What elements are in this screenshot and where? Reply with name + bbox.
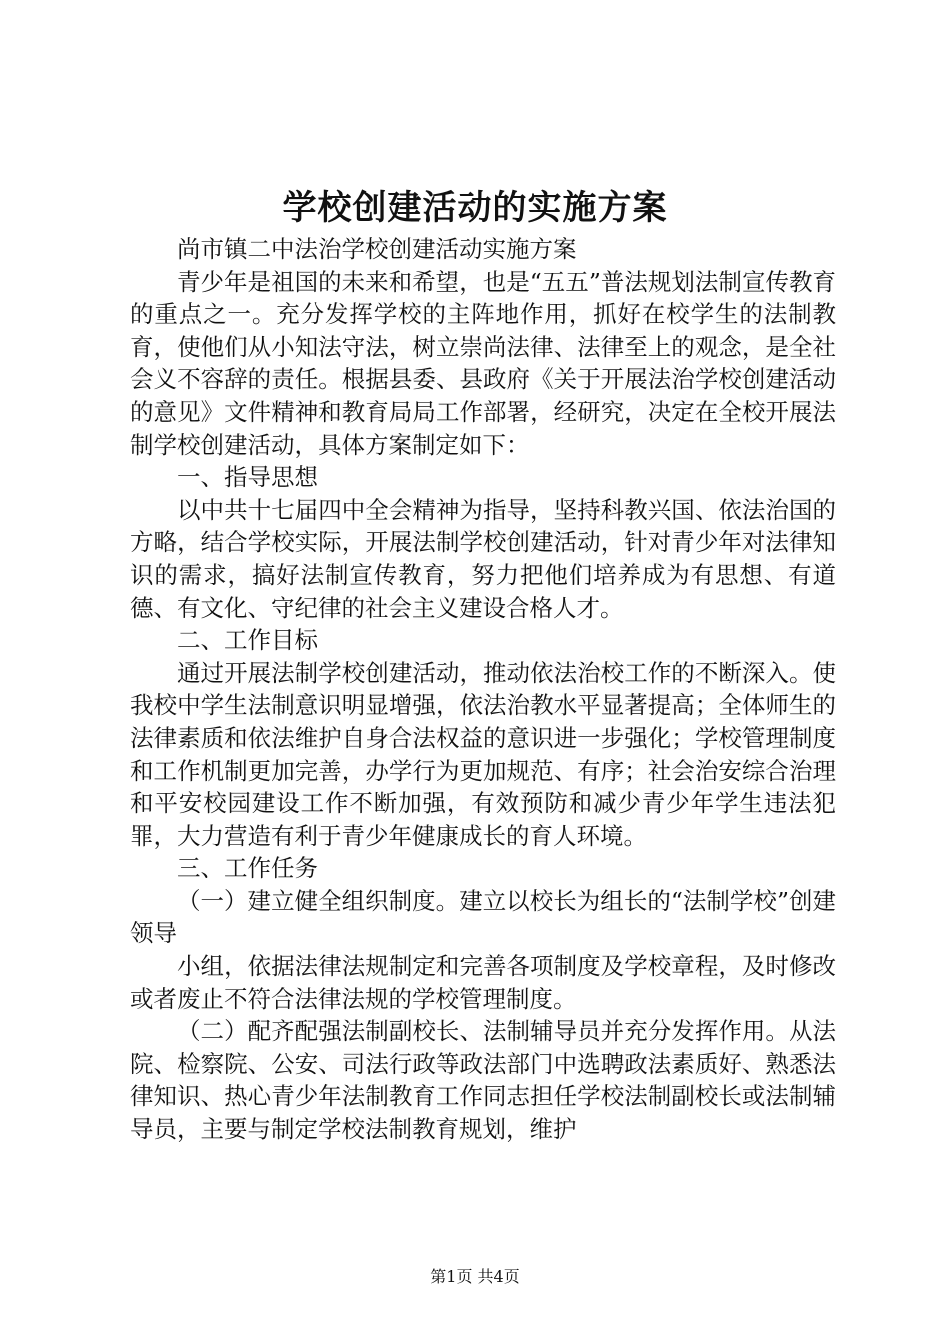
heading-work-goals: 二、工作目标 <box>177 626 318 655</box>
paragraph-task-1-body: 小组，依据法律法规制定和完善各项制度及学校章程，及时修改或者废止不符合法律法规的学校管理制度。 <box>130 952 836 1013</box>
paragraph-intro: 青少年是祖国的未来和希望，也是“五五”普法规划法制宣传教育的重点之一。充分发挥学校的主阵地作用，抓好在校学生的法制教育，使他们从小知法守法，树立崇尚法律、法律至上的观念，是全社会义不容辞的责任。根据县委、县政府《关于开展法治学校创建活动的意见》文件精神和教育局局工作部署，经研究，决定在全校开展法制学校创建活动，具体方案制定如下： <box>130 267 836 459</box>
paragraph-subtitle: 尚市镇二中法治学校创建活动实施方案 <box>177 235 577 263</box>
document-body <box>130 233 836 1146</box>
paragraph-task-1-head: （一）建立健全组织制度。建立以校长为组长的“法制学校”创建领导 <box>130 886 836 948</box>
heading-guiding-ideology: 一、指导思想 <box>177 463 318 492</box>
paragraph-work-goals: 通过开展法制学校创建活动，推动依法治校工作的不断深入。使我校中学生法制意识明显增强，依法治教水平显著提高；全体师生的法律素质和依法维护自身合法权益的意识进一步强化；学校管理制度和工作机制更加完善，办学行为更加规范、有序；社会治安综合治理和平安校园建设工作不断加强，有效预防和减少青少年学生违法犯罪，大力营造有利于青少年健康成长的育人环境。 <box>130 658 836 850</box>
heading-work-tasks: 三、工作任务 <box>177 854 318 883</box>
paragraph-task-2: （二）配齐配强法制副校长、法制辅导员并充分发挥作用。从法院、检察院、公安、司法行政等政法部门中选聘政法素质好、熟悉法律知识、热心青少年法制教育工作同志担任学校法制副校长或法制辅导员，主要与制定学校法制教育规划，维护 <box>130 1017 836 1144</box>
page-footer: 第1页 共4页 <box>430 1267 520 1286</box>
document-title: 学校创建活动的实施方案 <box>282 188 668 228</box>
paragraph-guiding-ideology: 以中共十七届四中全会精神为指导，坚持科教兴国、依法治国的方略，结合学校实际，开展法制学校创建活动，针对青少年对法律知识的需求，搞好法制宣传教育，努力把他们培养成为有思想、有道德、有文化、守纪律的社会主义建设合格人才。 <box>130 495 836 622</box>
